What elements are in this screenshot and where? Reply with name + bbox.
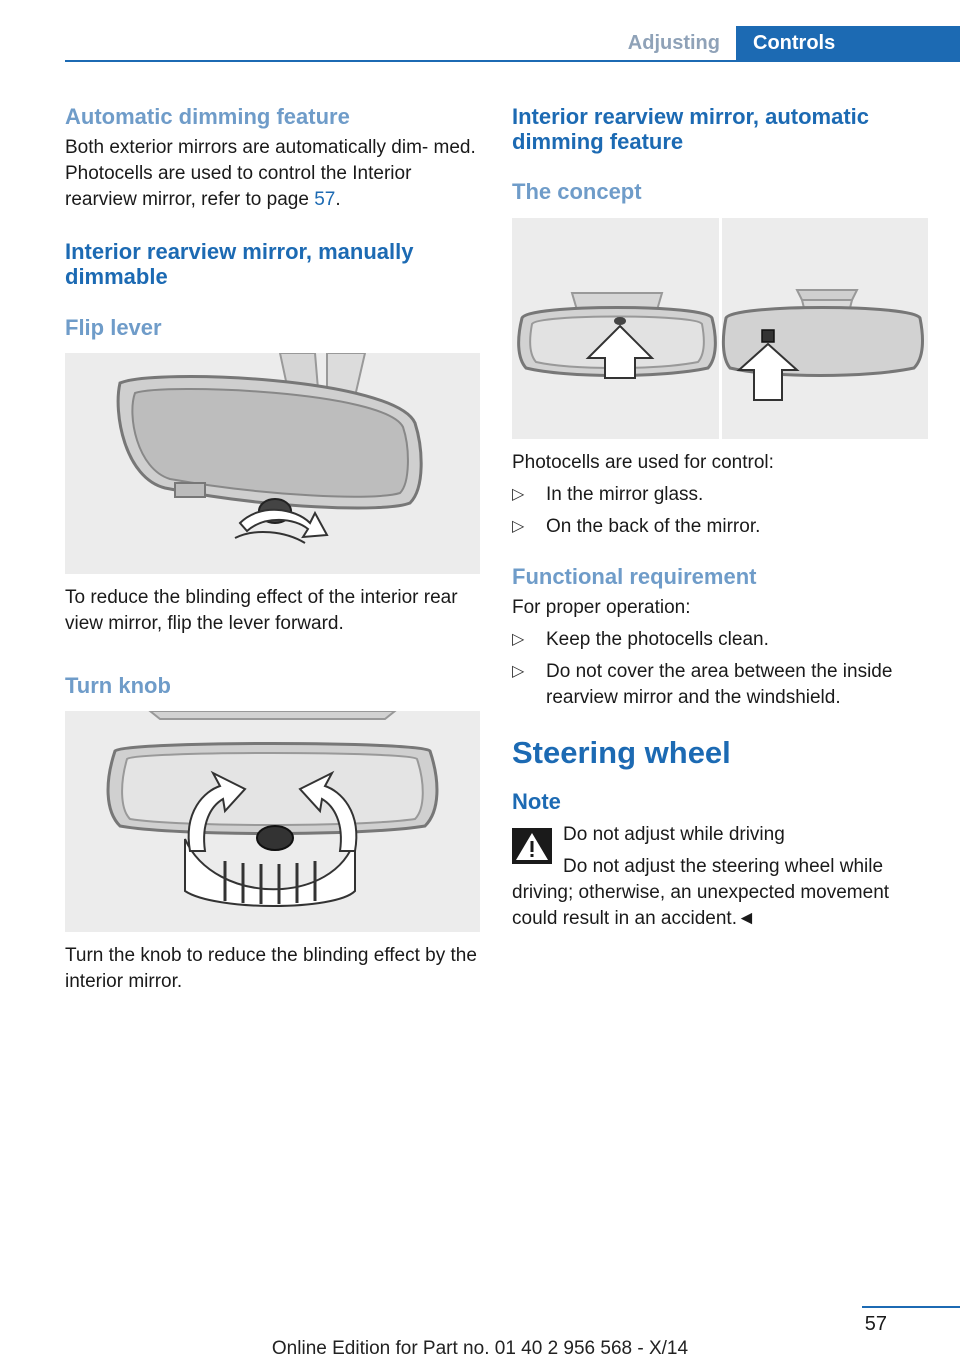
manual-mirror-title: Interior rearview mirror, manually dimmable [65,239,414,289]
functional-title: Functional requirement [512,564,757,589]
page-link[interactable]: 57 [314,189,336,210]
concept-list [512,482,930,540]
auto-dimming-title: Automatic dimming feature [65,104,350,129]
warning-block [512,822,930,932]
mirror-photocells-illustration [512,218,928,439]
header-rule [65,60,960,62]
list-item: ▷ On the back of the mirror. [512,514,930,540]
auto-dimming-text: Both exterior mirrors are automatically dim- med. Photocells are used to control the Interior rearview mirror, refer to page 57. [65,137,476,210]
triangle-right-icon: ▷ [512,486,525,503]
triangle-right-icon: ▷ [512,663,525,680]
right-column [512,100,930,932]
warning-triangle-icon [512,828,552,864]
concept-intro: Photocells are used for control: [512,452,774,473]
concept-title: The concept [512,179,642,204]
turn-knob-figure [65,711,480,932]
functional-intro: For proper operation: [512,597,691,618]
turn-knob-title: Turn knob [65,673,171,698]
auto-mirror-title: Interior rearview mirror, automatic dimming feature [512,104,870,154]
page-number: 57 [864,1313,887,1335]
triangle-right-icon: ▷ [512,518,525,535]
triangle-right-icon: ▷ [512,631,525,648]
footer-rule [862,1306,960,1308]
warning-text: Do not adjust the steering wheel while driving; otherwise, an unexpected movement could result in an accident.◄ [512,856,890,929]
flip-lever-title: Flip lever [65,315,162,340]
header-tab-controls: Controls [736,26,960,60]
header-tab-adjusting: Adjusting [627,32,720,54]
list-item: ▷ Do not cover the area between the inside rearview mirror and the windshield. [512,661,893,708]
end-mark: ◄ [736,908,756,929]
steering-wheel-title: Steering wheel [512,735,731,770]
flip-lever-figure [65,353,480,574]
functional-list [512,627,930,711]
turn-knob-text: Turn the knob to reduce the blinding effect by the interior mirror. [65,945,477,992]
warning-title: Do not adjust while driving [563,824,785,845]
flip-lever-text: To reduce the blinding effect of the interior rear view mirror, flip the lever forward. [65,587,458,634]
list-item: ▷ In the mirror glass. [512,482,930,508]
note-title: Note [512,789,561,814]
list-item: ▷ Keep the photocells clean. [512,627,930,653]
footer-edition: Online Edition for Part no. 01 40 2 956 568 - X/14 [271,1338,689,1359]
mirror-flip-lever-illustration [65,353,480,574]
mirror-turn-knob-illustration [65,711,480,932]
left-column [65,100,483,995]
concept-figure [512,218,928,439]
